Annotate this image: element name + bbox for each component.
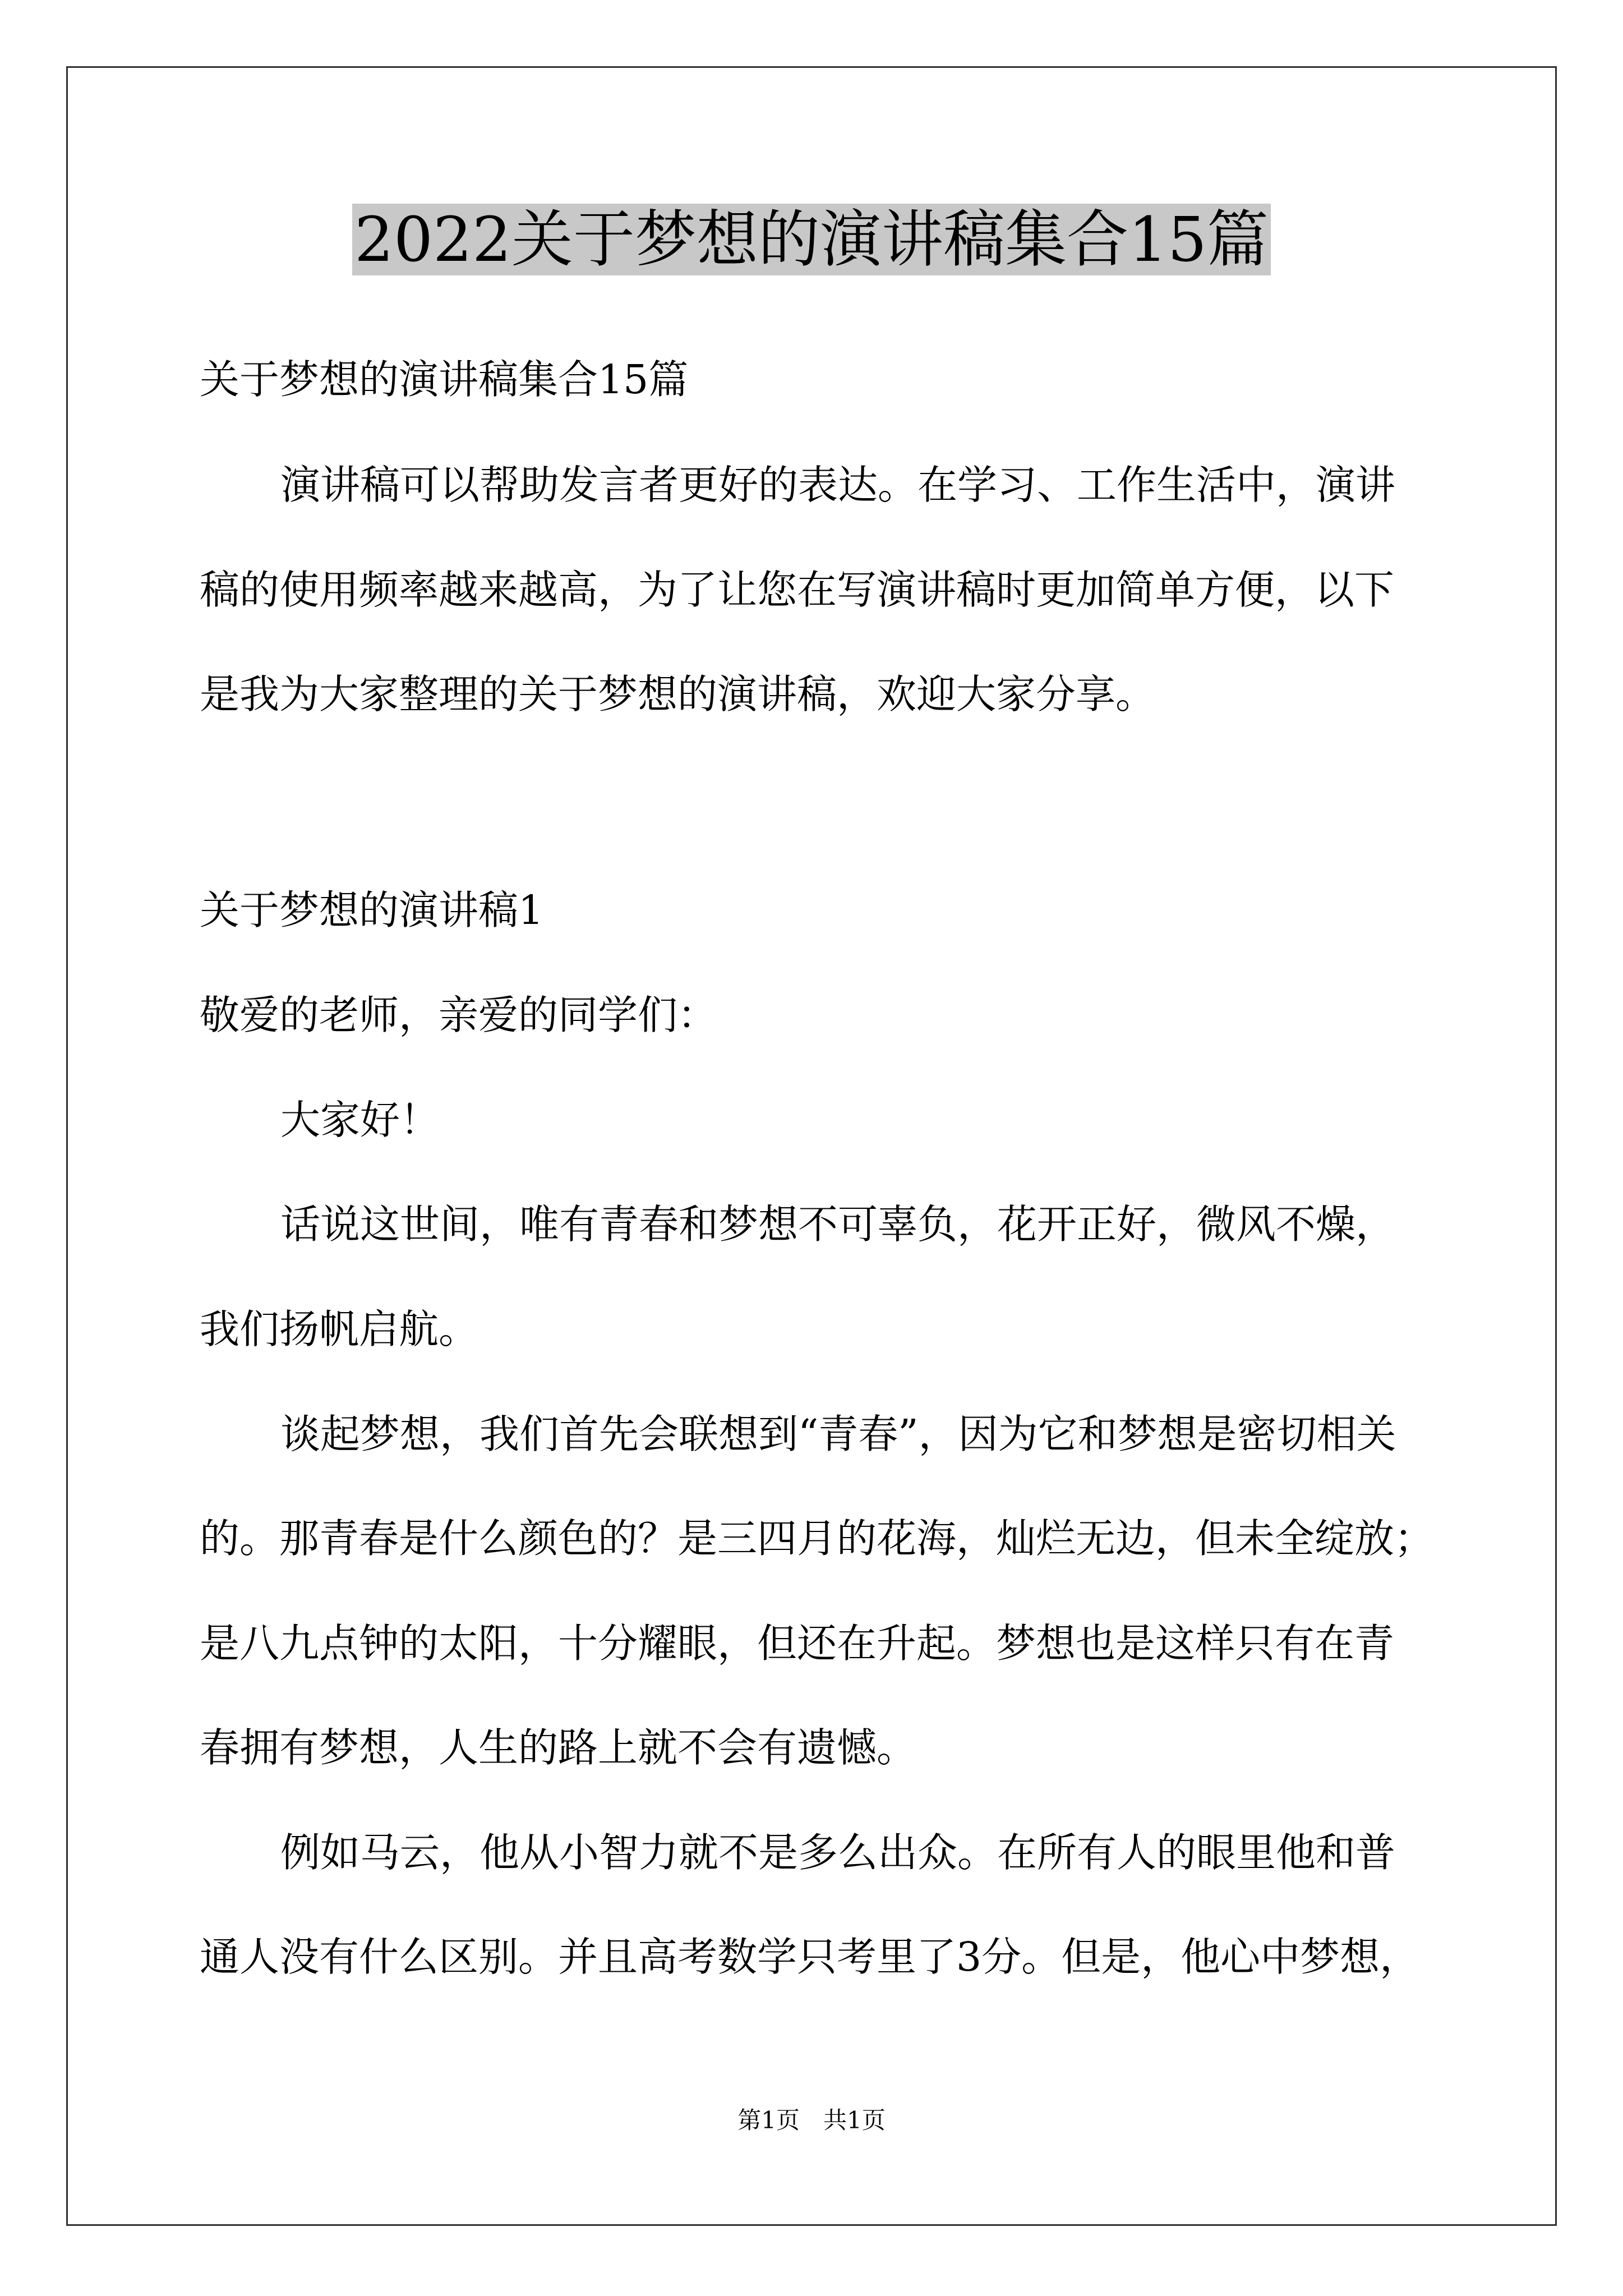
section-heading: 关于梦想的演讲稿1 bbox=[200, 887, 544, 933]
paragraph-line: 演讲稿可以帮助发言者更好的表达。在学习、工作生活中，演讲 bbox=[280, 462, 1396, 508]
salutation-line: 敬爱的老师，亲爱的同学们： bbox=[200, 992, 718, 1038]
paragraph-line: 谈起梦想，我们首先会联想到“青春”，因为它和梦想是密切相关 bbox=[280, 1411, 1396, 1457]
paragraph-line: 通人没有什么区别。并且高考数学只考里了3分。但是，他心中梦想， bbox=[200, 1934, 1420, 1980]
document-title bbox=[0, 203, 1623, 276]
paragraph-line: 是我为大家整理的关于梦想的演讲稿，欢迎大家分享。 bbox=[200, 671, 1156, 717]
paragraph-line: 稿的使用频率越来越高，为了让您在写演讲稿时更加简单方便，以下 bbox=[200, 567, 1395, 613]
subtitle-line: 关于梦想的演讲稿集合15篇 bbox=[200, 356, 689, 403]
greeting-line: 大家好！ bbox=[280, 1097, 440, 1143]
page-footer: 第1页 共1页 bbox=[737, 2106, 886, 2134]
paragraph-line: 的。那青春是什么颜色的？是三四月的花海，灿烂无边，但未全绽放； bbox=[200, 1515, 1435, 1562]
paragraph-line: 是八九点钟的太阳，十分耀眼，但还在升起。梦想也是这样只有在青 bbox=[200, 1620, 1395, 1667]
paragraph-line: 春拥有梦想，人生的路上就不会有遗憾。 bbox=[200, 1724, 917, 1771]
document-title-text: 2022关于梦想的演讲稿集合15篇 bbox=[352, 204, 1271, 275]
paragraph-line: 例如马云，他从小智力就不是多么出众。在所有人的眼里他和普 bbox=[280, 1829, 1396, 1876]
paragraph-line: 我们扬帆启航。 bbox=[200, 1306, 479, 1352]
paragraph-line: 话说这世间，唯有青春和梦想不可辜负，花开正好，微风不燥， bbox=[280, 1201, 1396, 1248]
